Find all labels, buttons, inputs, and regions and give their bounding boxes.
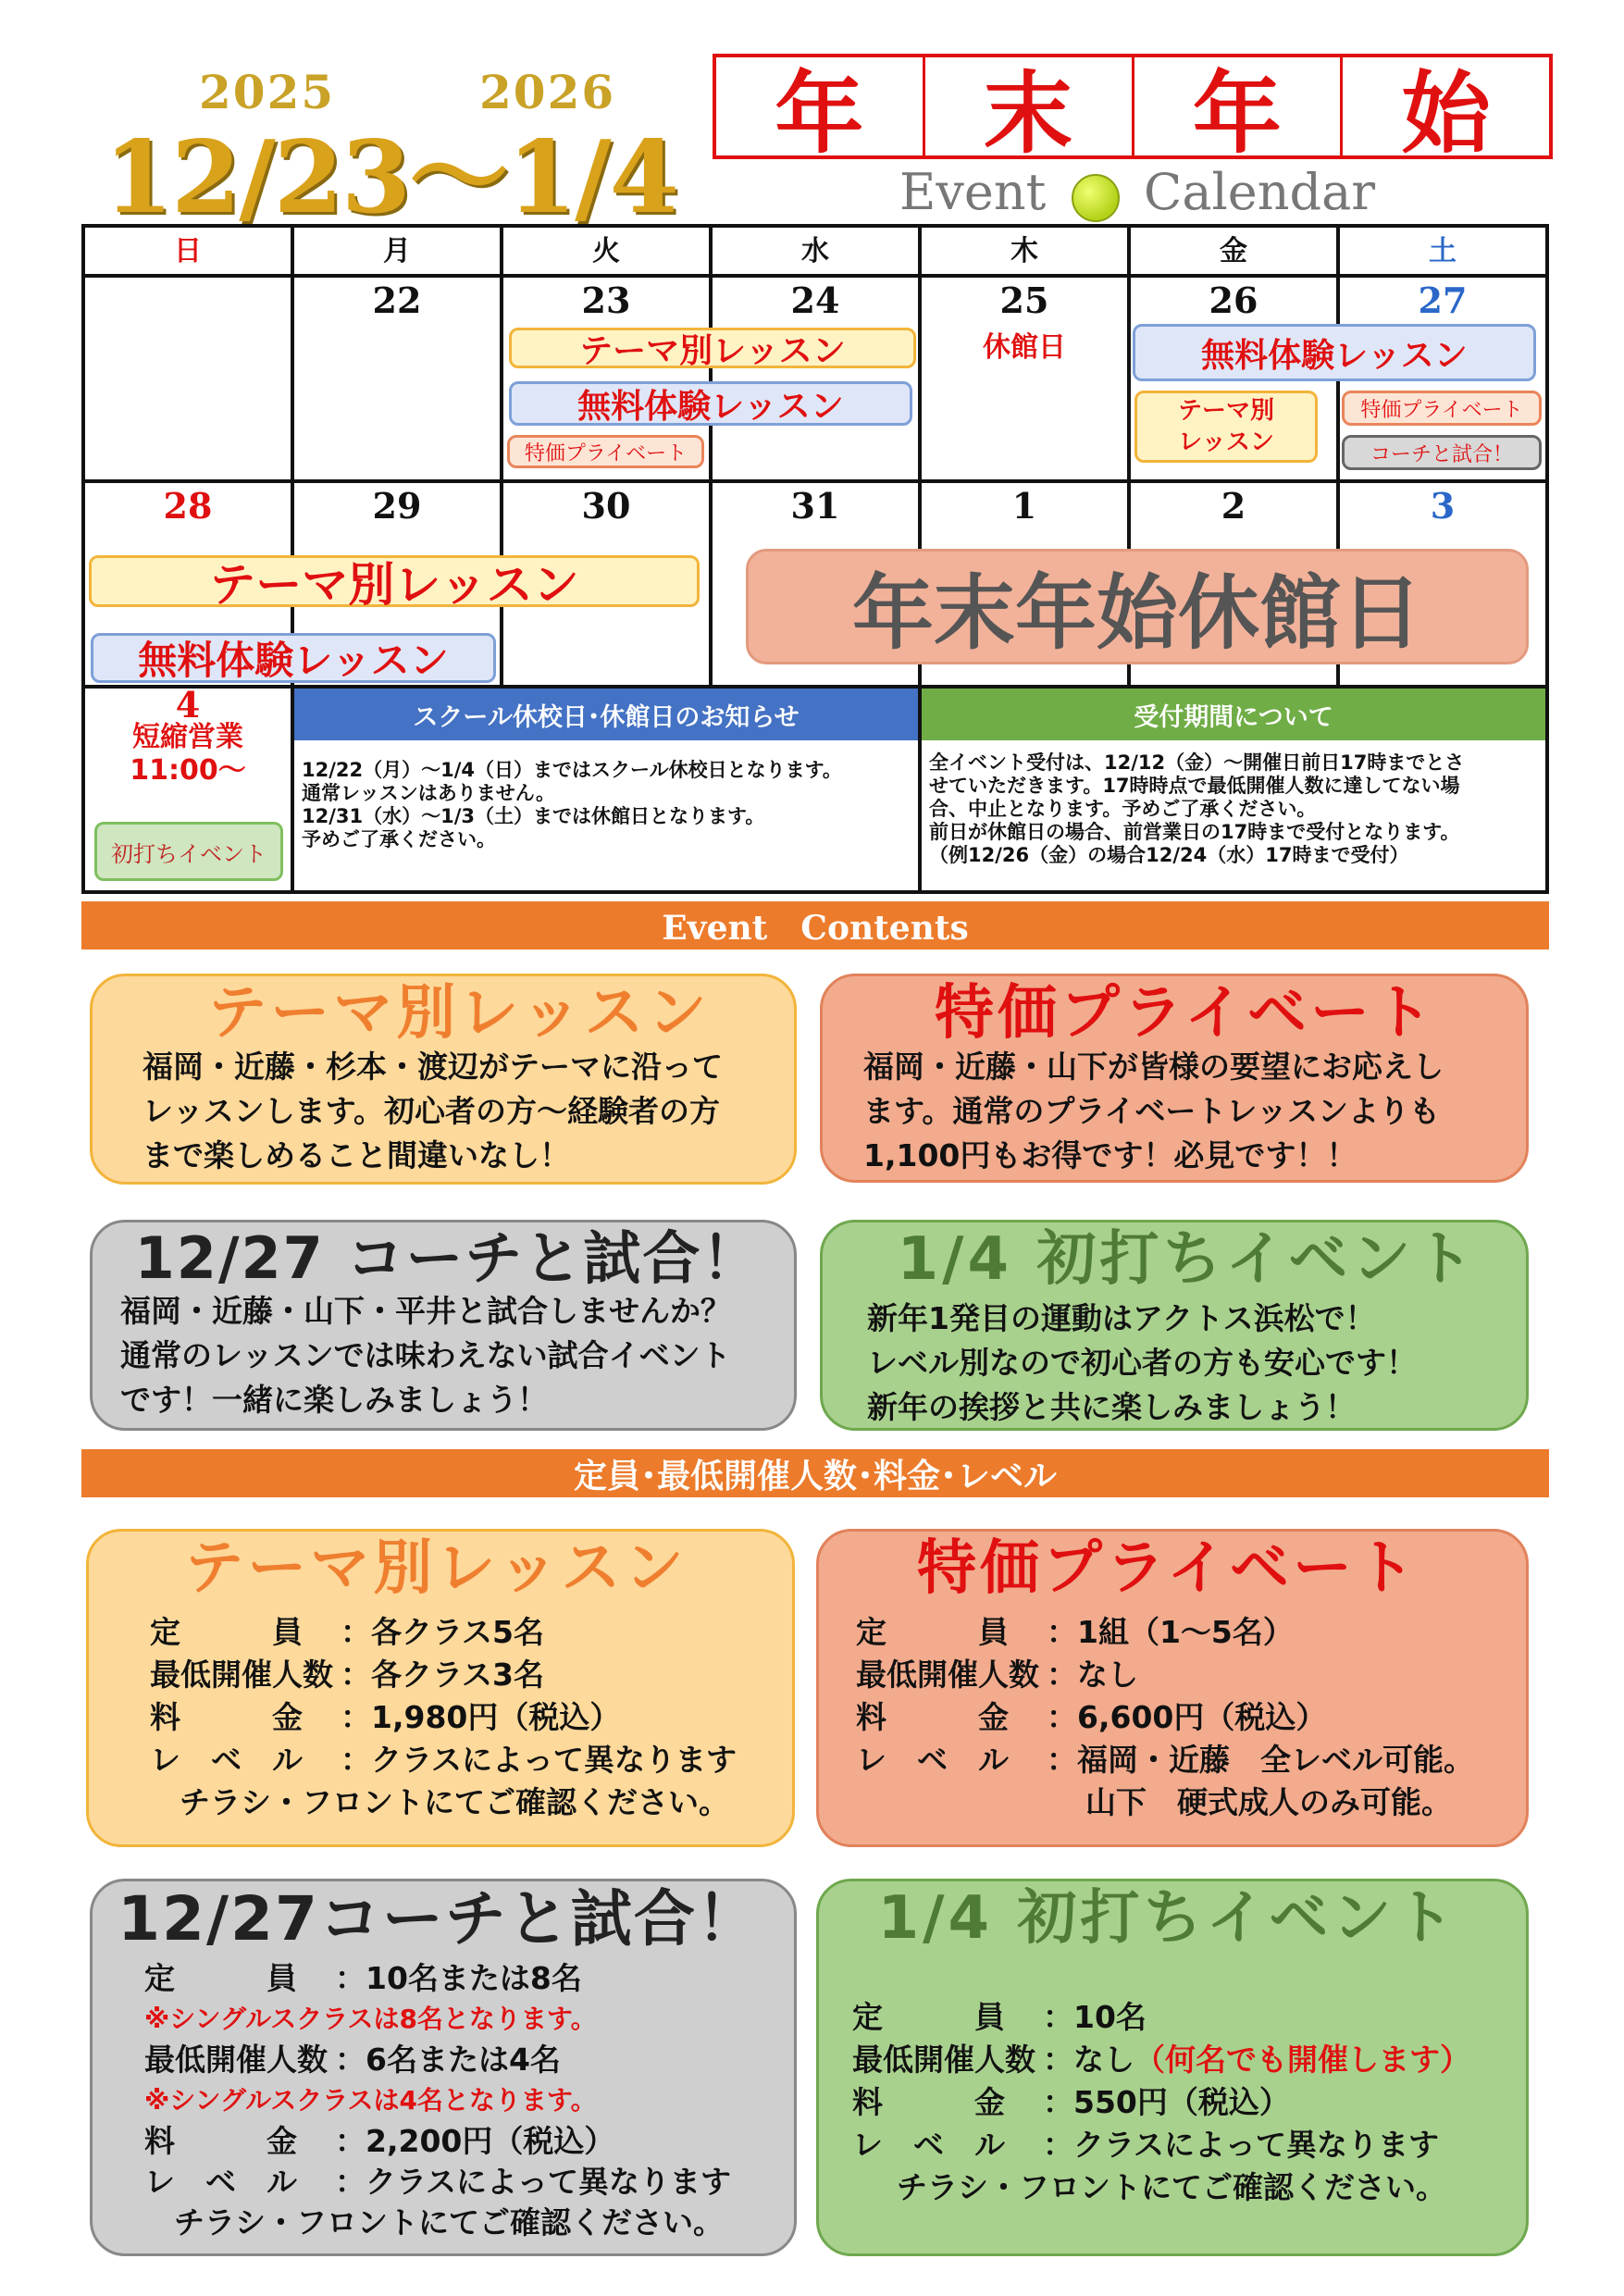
details-title: 特価プライベート xyxy=(916,1534,1419,1603)
content-line: レベル別なので初心者の方も安心です！ xyxy=(867,1345,1417,1381)
event-first-hit-4[interactable]: 初打ちイベント xyxy=(94,822,283,881)
title-char: 年 xyxy=(716,57,925,155)
content-line: 福岡・近藤・山下・平井と試合しませんか？ xyxy=(120,1292,731,1329)
content-body xyxy=(867,1297,1507,1430)
day-cell xyxy=(292,276,502,481)
day-cell xyxy=(83,276,292,481)
details-spec xyxy=(144,1958,785,2243)
spec-key: 定 員 xyxy=(852,1999,1005,2035)
day-number: 24 xyxy=(790,279,840,321)
spec-value: ：クラスによって異なります xyxy=(1043,2127,1440,2163)
spec-value: ：クラスによって異なります xyxy=(341,1742,738,1778)
spec-note: チラシ・フロントにてご確認ください。 xyxy=(174,2203,724,2240)
notice-line: 通常レッスンはありません。 xyxy=(302,782,556,804)
closed-day-note: 休館日 xyxy=(983,331,1066,364)
spec-value: ：6名または4名 xyxy=(335,2041,561,2078)
spec-value: ：1,980円（税込） xyxy=(341,1699,621,1735)
weekday-wed: 水 xyxy=(711,226,920,276)
day-number: 26 xyxy=(1209,279,1258,321)
event-private-23[interactable]: 特価プライベート xyxy=(507,435,704,468)
spec-value: ：なし xyxy=(1043,2042,1134,2078)
weekday-tue: 火 xyxy=(502,226,711,276)
content-body xyxy=(863,1045,1507,1178)
spec-key: レ ベ ル xyxy=(150,1742,303,1778)
content-coach-match xyxy=(90,1220,797,1431)
date-range: 12/23～1/4 xyxy=(104,119,677,236)
spec-value: ：福岡・近藤 全レベル可能。 xyxy=(1047,1742,1474,1778)
content-line: です！一緒に楽しみましょう！ xyxy=(120,1381,548,1418)
subtitle-calendar: Calendar xyxy=(1144,163,1376,221)
content-line: レッスンします。初心者の方～経験者の方 xyxy=(143,1093,721,1129)
content-line: ます。通常のプライベートレッスンよりも xyxy=(863,1093,1441,1129)
spec-value: ：10名 xyxy=(1043,1999,1147,2035)
spec-value: ：1組（1～5名） xyxy=(1047,1614,1294,1650)
content-line: 福岡・近藤・山下が皆様の要望にお応えし xyxy=(863,1049,1444,1085)
details-title: 1/4 初打ちイベント xyxy=(877,1884,1458,1953)
spec-key: レ ベ ル xyxy=(144,2163,297,2200)
content-first-hit xyxy=(820,1220,1529,1431)
content-private xyxy=(820,974,1529,1183)
title-char: 末 xyxy=(925,57,1134,155)
spec-value: ：各クラス3名 xyxy=(341,1657,544,1693)
spec-key: 最低開催人数 xyxy=(150,1657,333,1693)
content-theme-lesson xyxy=(90,974,797,1185)
notice-line: 12/31（水）～1/3（土）までは休館日となります。 xyxy=(302,805,765,827)
day-number: 1 xyxy=(1011,485,1037,527)
spec-warning: ※シングルスクラスは4名となります。 xyxy=(144,2084,597,2116)
school-notice-title: スクール休校日･休館日のお知らせ xyxy=(294,689,918,740)
spec-value: ：550円（税込） xyxy=(1043,2084,1290,2120)
details-spec xyxy=(852,1996,1517,2209)
spec-key: 定 員 xyxy=(150,1614,303,1650)
spec-key: 料 金 xyxy=(856,1699,1009,1735)
content-body xyxy=(143,1045,775,1178)
details-spec xyxy=(856,1611,1517,1824)
content-line: まで楽しめること間違いなし！ xyxy=(143,1137,570,1173)
spec-warning: ※シングルスクラスは8名となります。 xyxy=(144,2003,597,2034)
event-coach-match-27[interactable]: コーチと試合！ xyxy=(1342,435,1542,470)
day-number: 31 xyxy=(790,485,840,527)
content-title: 1/4 初打ちイベント xyxy=(897,1225,1478,1294)
spec-key: 定 員 xyxy=(856,1614,1009,1650)
event-theme-lesson-28[interactable]: テーマ別レッスン xyxy=(89,555,700,607)
day-number: 25 xyxy=(999,279,1049,321)
spec-key: レ ベ ル xyxy=(856,1742,1009,1778)
day-number: 27 xyxy=(1418,279,1468,321)
short-hours-label: 短縮営業 xyxy=(132,721,243,753)
spec-key: 料 金 xyxy=(144,2122,297,2159)
spec-value: ：なし xyxy=(1047,1657,1138,1693)
weekday-fri: 金 xyxy=(1129,226,1338,276)
school-notice xyxy=(292,687,920,892)
spec-value-red: （何名でも開催します） xyxy=(1134,2042,1470,2078)
notice-line: 前日が休館日の場合、前営業日の17時まで受付となります。 xyxy=(929,821,1460,843)
content-line: 1,100円もお得です！必見です！！ xyxy=(863,1137,1357,1173)
spec-key: 料 金 xyxy=(150,1699,303,1735)
spec-note: チラシ・フロントにてご確認ください。 xyxy=(897,2169,1446,2205)
day-number: 29 xyxy=(372,485,422,527)
notice-line: せていただきます。17時時点で最低開催人数に達してない場 xyxy=(929,775,1460,797)
spec-key: 料 金 xyxy=(852,2084,1005,2120)
details-spec xyxy=(150,1611,783,1824)
tennis-ball-icon xyxy=(1072,174,1120,222)
content-title: 12/27 コーチと試合！ xyxy=(134,1224,762,1292)
content-title: 特価プライベート xyxy=(934,979,1437,1048)
spec-value-2: 山下 硬式成人のみ可能。 xyxy=(1085,1784,1452,1820)
content-line: 通常のレッスンでは味わえない試合イベント xyxy=(120,1336,731,1373)
spec-key: レ ベ ル xyxy=(852,2127,1005,2163)
event-free-trial-23[interactable]: 無料体験レッスン xyxy=(509,381,912,426)
school-notice-body xyxy=(294,740,918,851)
reception-notice xyxy=(920,687,1547,892)
content-line: 新年1発目の運動はアクトス浜松で！ xyxy=(867,1300,1376,1336)
day-number: 30 xyxy=(581,485,631,527)
day-number: 4 xyxy=(175,684,201,726)
spec-note: チラシ・フロントにてご確認ください。 xyxy=(180,1784,729,1820)
day-number: 23 xyxy=(581,279,631,321)
event-label: レッスン xyxy=(1178,428,1274,456)
year-end-closed-banner: 年末年始休館日 xyxy=(746,549,1529,664)
event-label: テーマ別 xyxy=(1177,397,1274,425)
week-3-row xyxy=(83,687,1547,892)
title-char: 始 xyxy=(1401,60,1491,166)
title-box xyxy=(713,54,1553,166)
content-body xyxy=(120,1289,775,1422)
year-left: 2025 xyxy=(199,65,336,119)
event-free-trial-28[interactable]: 無料体験レッスン xyxy=(91,633,496,683)
details-theme-lesson xyxy=(86,1529,795,1847)
event-private-27[interactable]: 特価プライベート xyxy=(1342,391,1542,426)
notice-line: 予めご了承ください。 xyxy=(302,828,496,850)
details-first-hit xyxy=(816,1879,1529,2256)
notice-line: （例12/26（金）の場合12/24（水）17時まで受付） xyxy=(929,844,1409,866)
spec-value: ：各クラス5名 xyxy=(341,1614,544,1650)
spec-value: ：6,600円（税込） xyxy=(1047,1699,1327,1735)
spec-value: ：クラスによって異なります xyxy=(335,2163,732,2200)
spec-value: ：10名または8名 xyxy=(335,1959,582,1996)
event-free-trial-26[interactable]: 無料体験レッスン xyxy=(1133,324,1536,381)
event-theme-lesson-23[interactable]: テーマ別レッスン xyxy=(509,328,916,368)
spec-key: 最低開催人数 xyxy=(852,2042,1035,2078)
section-event-contents: Event Contents xyxy=(81,901,1549,949)
year-right: 2026 xyxy=(479,65,616,119)
section-details: 定員･最低開催人数･料金･レベル xyxy=(81,1449,1549,1497)
weekday-thu: 木 xyxy=(920,226,1129,276)
day-number: 2 xyxy=(1221,485,1246,527)
content-line: 福岡・近藤・杉本・渡辺がテーマに沿って xyxy=(143,1049,723,1085)
day-number: 22 xyxy=(372,279,422,321)
day-cell xyxy=(711,276,920,481)
details-title: テーマ別レッスン xyxy=(184,1534,688,1603)
weekday-sun: 日 xyxy=(83,226,292,276)
content-line: 新年の挨拶と共に楽しみましょう！ xyxy=(867,1389,1356,1425)
weekday-header-row xyxy=(83,226,1547,276)
title-char: 年 xyxy=(1134,57,1344,155)
spec-value: ：2,200円（税込） xyxy=(335,2122,615,2159)
reception-notice-title: 受付期間について xyxy=(922,689,1545,740)
details-coach-match xyxy=(90,1879,797,2256)
content-title: テーマ別レッスン xyxy=(207,979,711,1048)
spec-key: 最低開催人数 xyxy=(856,1657,1039,1693)
notice-line: 12/22（月）～1/4（日）まではスクール休校日となります。 xyxy=(302,759,842,781)
short-hours-time: 11:00～ xyxy=(130,754,246,787)
notice-line: 全イベント受付は、12/12（金）～開催日前日17時までとさ xyxy=(929,751,1465,774)
spec-key: 最低開催人数 xyxy=(144,2041,328,2078)
details-title: 12/27コーチと試合！ xyxy=(118,1883,760,1955)
weekday-sat: 土 xyxy=(1338,226,1547,276)
details-private xyxy=(816,1529,1529,1847)
spec-key: 定 員 xyxy=(144,1959,297,1996)
event-theme-lesson-26[interactable] xyxy=(1134,391,1318,463)
day-number: 28 xyxy=(163,485,213,527)
reception-notice-body xyxy=(922,740,1545,867)
weekday-mon: 月 xyxy=(292,226,502,276)
notice-line: 合、中止となります。予めご了承ください。 xyxy=(929,798,1317,820)
day-cell xyxy=(920,276,1129,481)
day-number: 3 xyxy=(1430,485,1456,527)
subtitle-event: Event xyxy=(899,163,1047,221)
